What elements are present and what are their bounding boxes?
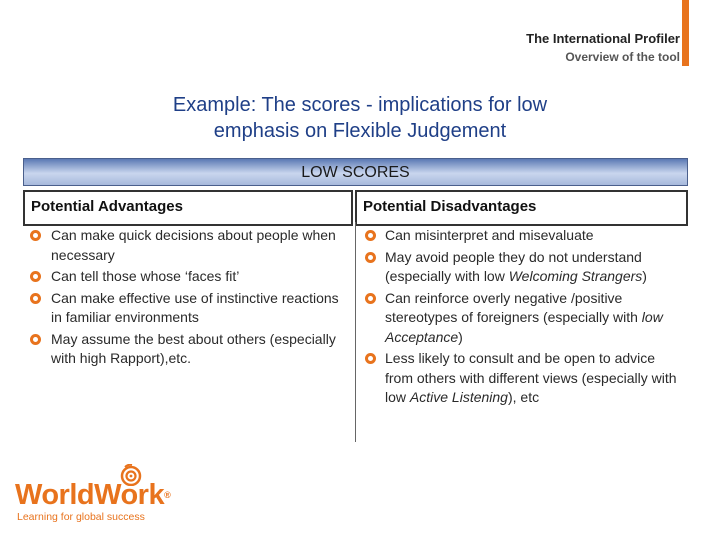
list-item	[356, 289, 688, 348]
page-header	[526, 30, 680, 66]
list-item-text: Can tell those whose ‘faces fit’	[51, 268, 240, 284]
disadvantages-heading: Potential Disadvantages	[355, 190, 688, 226]
list-item-text: Can misinterpret and misevaluate	[385, 227, 594, 243]
logo-registered-mark: ®	[164, 490, 171, 500]
list-item-emphasis: low Acceptance	[385, 309, 663, 345]
list-item-emphasis: Welcoming Strangers	[508, 268, 643, 284]
bullet-icon	[365, 293, 376, 304]
list-item-text: Can make effective use of instinctive reactions in familiar environments	[51, 289, 339, 325]
list-item	[356, 248, 688, 287]
slide-title-line1: Example: The scores - implications for low	[172, 94, 548, 116]
list-item-text: May assume the best about others (especially with high Rapport),etc.	[51, 330, 336, 366]
bullet-icon	[30, 293, 41, 304]
logo-name: WorldWork	[15, 479, 165, 511]
bullet-icon	[365, 353, 376, 364]
list-item-text-end: )	[458, 328, 463, 345]
list-item-text-end: )	[642, 268, 647, 284]
list-item	[23, 289, 353, 328]
slide-title-line2: emphasis on Flexible Judgement	[213, 120, 507, 142]
header-subtitle: Overview of the tool	[565, 50, 680, 64]
list-item-text-end: ), etc	[507, 389, 540, 405]
bullet-icon	[30, 230, 41, 241]
list-item-text: Can reinforce overly negative /positive stereotypes of foreigners (especially with	[385, 289, 642, 325]
list-item-text: Less likely to consult and be open to advice from others with different views (especially with low	[385, 350, 677, 405]
list-item	[23, 330, 353, 369]
advantages-list	[23, 222, 353, 369]
list-item	[23, 267, 353, 287]
list-item-emphasis: Active Listening	[409, 389, 508, 405]
disadvantages-column	[355, 222, 688, 442]
list-item-text: May avoid people they do not understand (especially with low	[385, 248, 642, 284]
logo-wordmark	[15, 478, 170, 512]
bullet-icon	[365, 230, 376, 241]
list-item	[356, 349, 688, 408]
disadvantages-list	[356, 222, 688, 408]
bullet-icon	[30, 271, 41, 282]
slide-title	[60, 92, 660, 144]
logo-tagline: Learning for global success	[17, 511, 145, 523]
list-item	[23, 226, 353, 265]
bullet-icon	[30, 334, 41, 345]
header-title: The International Profiler	[526, 31, 680, 46]
bullet-icon	[365, 252, 376, 263]
list-item-text: Can make quick decisions about people when necessary	[51, 227, 336, 263]
low-scores-band: LOW SCORES	[23, 158, 688, 186]
list-item	[356, 226, 688, 246]
accent-bar	[682, 0, 689, 66]
worldwork-logo	[13, 464, 171, 524]
advantages-heading: Potential Advantages	[23, 190, 353, 226]
advantages-column	[23, 222, 353, 442]
